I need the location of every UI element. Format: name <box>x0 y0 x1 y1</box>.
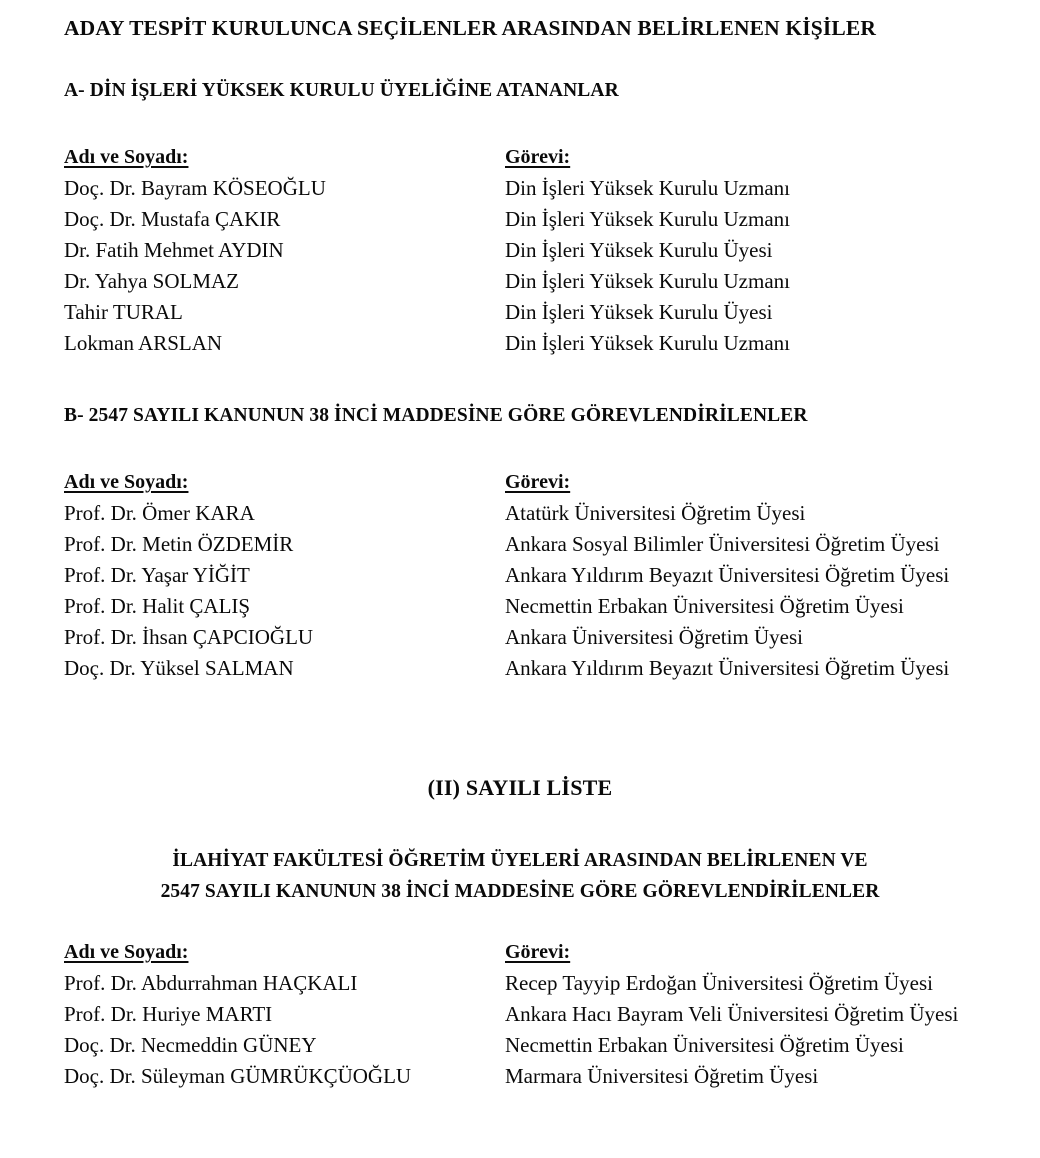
table-row <box>64 266 1024 297</box>
cell-name: Prof. Dr. Ömer KARA <box>64 501 255 525</box>
table-row <box>64 297 1024 328</box>
cell-name: Tahir TURAL <box>64 300 183 324</box>
cell-name: Prof. Dr. Halit ÇALIŞ <box>64 594 251 618</box>
table-row <box>64 1061 1024 1092</box>
table-row <box>64 653 1024 684</box>
cell-role: Ankara Yıldırım Beyazıt Üniversitesi Öğretim Üyesi <box>505 656 950 680</box>
table-section-a <box>64 142 1024 359</box>
column-header-name: Adı ve Soyadı: <box>64 146 189 168</box>
cell-role: Necmettin Erbakan Üniversitesi Öğretim Üyesi <box>505 1033 904 1057</box>
table-header-row <box>64 937 1024 968</box>
list-two-subtitle <box>0 845 1040 907</box>
table-row <box>64 999 1024 1030</box>
cell-name: Doç. Dr. Mustafa ÇAKIR <box>64 207 281 231</box>
list-two-title: (II) SAYILI LİSTE <box>427 775 613 800</box>
cell-role: Marmara Üniversitesi Öğretim Üyesi <box>505 1064 819 1088</box>
cell-name: Doç. Dr. Süleyman GÜMRÜKÇÜOĞLU <box>64 1064 412 1088</box>
table-row <box>64 328 1024 359</box>
table-header-row <box>64 142 1024 173</box>
table-row <box>64 591 1024 622</box>
table-row <box>64 622 1024 653</box>
cell-role: Ankara Hacı Bayram Veli Üniversitesi Öğretim Üyesi <box>505 1002 959 1026</box>
table-row <box>64 235 1024 266</box>
table-section-b <box>64 467 1024 684</box>
cell-name: Dr. Fatih Mehmet AYDIN <box>64 238 284 262</box>
cell-role: Atatürk Üniversitesi Öğretim Üyesi <box>505 501 806 525</box>
table-section-list-2 <box>64 937 1024 1092</box>
column-header-name: Adı ve Soyadı: <box>64 471 189 493</box>
table-row <box>64 529 1024 560</box>
table-row <box>64 968 1024 999</box>
section-heading-a: A- DİN İŞLERİ YÜKSEK KURULU ÜYELİĞİNE ATANANLAR <box>64 80 619 101</box>
cell-name: Lokman ARSLAN <box>64 331 223 355</box>
list-two-subtitle-line-2: 2547 SAYILI KANUNUN 38 İNCİ MADDESİNE GÖRE GÖREVLENDİRİLENLER <box>160 881 880 902</box>
cell-role: Necmettin Erbakan Üniversitesi Öğretim Üyesi <box>505 594 904 618</box>
table-row <box>64 498 1024 529</box>
column-header-role: Görevi: <box>505 471 571 493</box>
table-header-row <box>64 467 1024 498</box>
cell-name: Prof. Dr. İhsan ÇAPCIOĞLU <box>64 625 314 649</box>
cell-name: Doç. Dr. Bayram KÖSEOĞLU <box>64 176 326 200</box>
list-two-subtitle-line-1: İLAHİYAT FAKÜLTESİ ÖĞRETİM ÜYELERİ ARASINDAN BELİRLENEN VE <box>172 850 868 871</box>
cell-role: Recep Tayyip Erdoğan Üniversitesi Öğretim Üyesi <box>505 971 933 995</box>
section-heading-b: B- 2547 SAYILI KANUNUN 38 İNCİ MADDESİNE GÖRE GÖREVLENDİRİLENLER <box>64 405 808 426</box>
cell-role: Ankara Yıldırım Beyazıt Üniversitesi Öğretim Üyesi <box>505 563 950 587</box>
cell-role: Ankara Sosyal Bilimler Üniversitesi Öğretim Üyesi <box>505 532 940 556</box>
cell-name: Doç. Dr. Necmeddin GÜNEY <box>64 1033 317 1057</box>
cell-name: Prof. Dr. Yaşar YİĞİT <box>64 563 250 587</box>
cell-role: Din İşleri Yüksek Kurulu Üyesi <box>505 238 773 262</box>
column-header-role: Görevi: <box>505 941 571 963</box>
cell-role: Din İşleri Yüksek Kurulu Uzmanı <box>505 269 790 293</box>
table-row <box>64 173 1024 204</box>
cell-name: Dr. Yahya SOLMAZ <box>64 269 240 293</box>
table-row <box>64 560 1024 591</box>
cell-role: Din İşleri Yüksek Kurulu Uzmanı <box>505 331 790 355</box>
cell-name: Prof. Dr. Huriye MARTI <box>64 1002 273 1026</box>
cell-role: Din İşleri Yüksek Kurulu Uzmanı <box>505 207 790 231</box>
cell-name: Doç. Dr. Yüksel SALMAN <box>64 656 294 680</box>
table-row <box>64 1030 1024 1061</box>
column-header-name: Adı ve Soyadı: <box>64 941 189 963</box>
cell-name: Prof. Dr. Metin ÖZDEMİR <box>64 532 294 556</box>
cell-role: Din İşleri Yüksek Kurulu Uzmanı <box>505 176 790 200</box>
column-header-role: Görevi: <box>505 146 571 168</box>
cell-name: Prof. Dr. Abdurrahman HAÇKALI <box>64 971 358 995</box>
page-title: ADAY TESPİT KURULUNCA SEÇİLENLER ARASINDAN BELİRLENEN KİŞİLER <box>64 16 877 40</box>
cell-role: Din İşleri Yüksek Kurulu Üyesi <box>505 300 773 324</box>
table-row <box>64 204 1024 235</box>
cell-role: Ankara Üniversitesi Öğretim Üyesi <box>505 625 804 649</box>
